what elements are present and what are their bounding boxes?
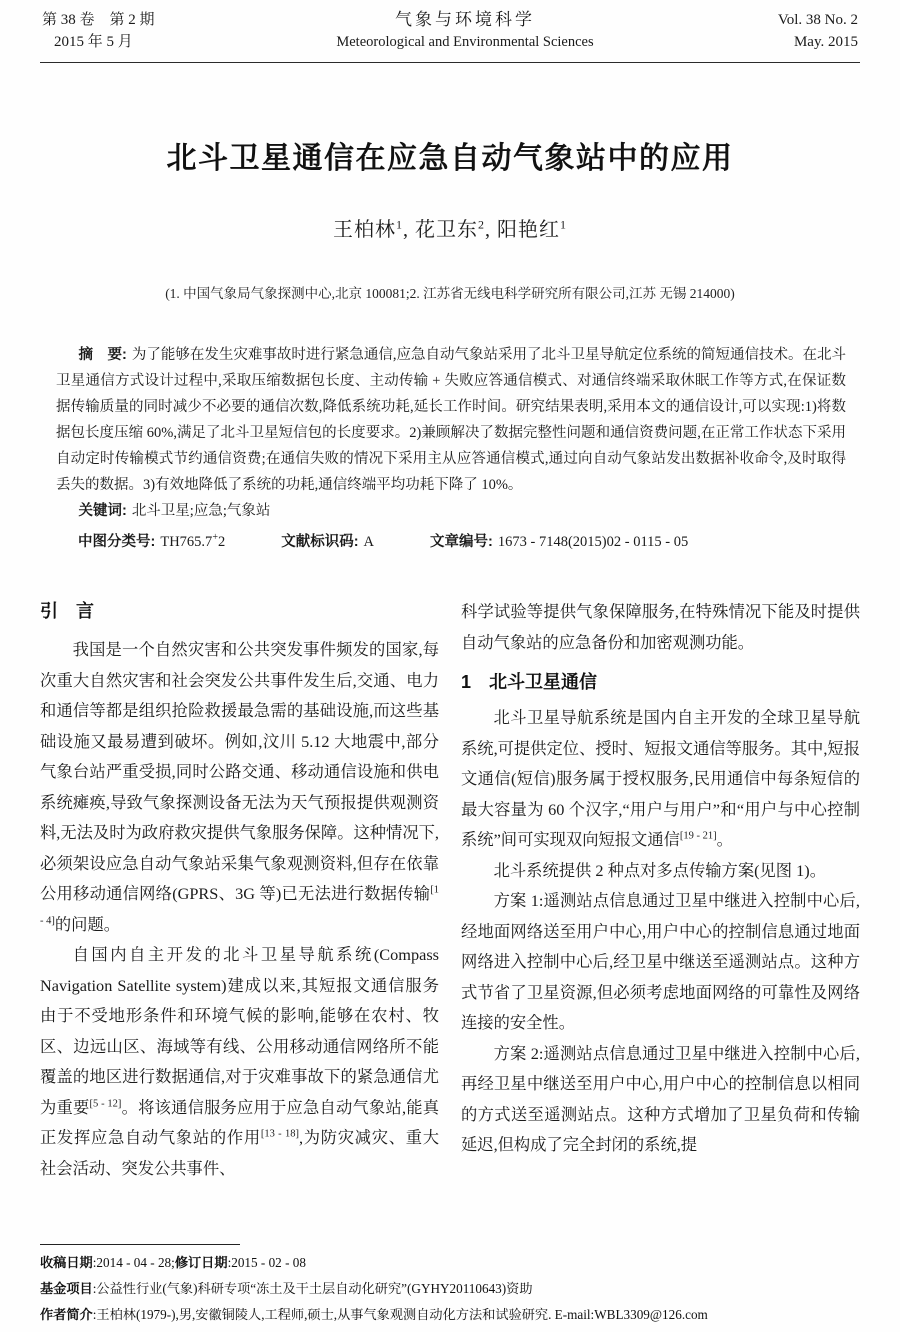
footer-note: 收稿日期:2014 - 04 - 28;修订日期:2015 - 02 - 08 (40, 1255, 306, 1270)
abstract-text: 为了能够在发生灾难事故时进行紧急通信,应急自动气象站采用了北斗卫星导航定位系统的简短通信技术。在北斗卫星通信方式设计过程中,采取压缩数据包长度、主动传输 + 失败应答通信模式、对通信终端采取休眠工作等方式,在保证数据传输质量的同时减少不必要的通信次数,降低系统功耗,延长工作时间。研究结果表明,采用本文的通信设计,可以实现:1)将数据包长度压缩 60%,满足了北斗卫星短信包的长度要求。2)兼顾解决了数据完整性问题和通信资费问题,在正常工作状态下采用自动定时传输模式节约通信资费;在通信失败的情况下采用主从应答通信模式,通过向自动气象站发出数据补收命令,及时取得丢失的数据。3)有效地降低了系统的功耗,通信终端平均功耗下降了 10%。 (56, 347, 846, 493)
body-paragraph: 我国是一个自然灾害和公共突发事件频发的国家,每次重大自然灾害和社会突发公共事件发生后,交通、电力和通信等都是组织抢险救援最急需的基础设施,而这些基础设施又最易遭到破坏。例如,汶川 5.12 大地震中,部分气象台站严重受损,同时公路交通、移动通信设施和供电系统瘫痪,导致气象探测设备无法为天气预报提供观测资料,无法及时为政府救灾提供气象服务保障。这种情况下,必须架设应急自动气象站采集气象观测资料,但存在依靠公用移动通信网络(GPRS、3G 等)已无法进行数据传输[1 - 4]的问题。 (40, 640, 439, 934)
author-name: 王柏林$^1$ (333, 217, 403, 241)
body-column-right (461, 597, 860, 1184)
article-title: 北斗卫星通信在应急自动气象站中的应用 (166, 142, 734, 175)
journal-header (40, 0, 860, 63)
author-name: 阳艳红$^1$ (497, 217, 567, 241)
footer-rows (40, 1250, 860, 1328)
article-no-label: 文章编号: (430, 534, 493, 550)
publish-date-cn: 2015 年 5 月 (54, 34, 133, 50)
keywords-label: 关键词: (78, 503, 127, 519)
journal-title-block (192, 9, 738, 53)
authors-line: 王柏林$^1$, 花卫东$^2$, 阳艳红$^1$ (333, 217, 567, 241)
citation-ref: [13 - 18] (260, 1128, 299, 1140)
body-columns (40, 597, 860, 1184)
article-no-group (430, 529, 688, 555)
clc-tail: 2 (217, 534, 226, 550)
journal-title-en: Meteorological and Environmental Sciences (336, 34, 594, 50)
body-paragraph: 北斗系统提供 2 种点对多点传输方案(见图 1)。 (493, 860, 826, 880)
footer-notes (40, 1244, 860, 1328)
clc-superscript: + (212, 532, 218, 544)
affiliation-line: (1. 中国气象局气象探测中心,北京 100081;2. 江苏省无线电科学研究所有限公司,江苏 无锡 214000) (165, 286, 735, 301)
abstract-label: 摘 要: (78, 347, 127, 363)
body-paragraph: 方案 1:遥测站点信息通过卫星中继进入控制中心后,经地面网络送至用户中心,用户中心的控制信息通过地面网络进入控制中心后,经卫星中继送至遥测站点。这种方式节省了卫星资源,但必须考虑地面网络的可靠性及网络连接的安全性。 (461, 891, 860, 1032)
footer-label: 收稿日期 (40, 1255, 93, 1270)
keywords-text: 北斗卫星;应急;气象站 (131, 503, 271, 519)
body-paragraph: 自国内自主开发的北斗卫星导航系统(Compass Navigation Satellite system)建成以来,其短报文通信服务由于不受地形条件和环境气候的影响,能够在农村、牧区、边远山区、海域等有线、公用移动通信网络所不能覆盖的地区进行数据通信,对于灾难事故下的紧急通信尤为重要[5 - 12]。将该通信服务应用于应急自动气象站,能真正发挥应急自动气象站的作用[13 - 18],为防灾减灾、重大社会活动、突发公共事件、 (40, 945, 439, 1178)
article-no-value: 1673 - 7148(2015)02 - 0115 - 05 (497, 534, 689, 550)
keywords-line (56, 498, 846, 524)
header-issue-info (42, 9, 192, 53)
footer-note: 基金项目:公益性行业(气象)科研专项“冻土及干土层自动化研究”(GYHY20110643)资助 (40, 1281, 533, 1296)
doc-code-group (281, 529, 374, 555)
clc-group (78, 529, 225, 555)
classification-row (56, 529, 846, 555)
section-heading: 1 北斗卫星通信 (461, 672, 598, 692)
citation-ref: [1 - 4] (40, 884, 439, 927)
author-affiliation-sup: 1 (560, 217, 567, 232)
body-column-left (40, 597, 439, 1184)
clc-label: 中图分类号: (78, 534, 156, 550)
citation-ref: [5 - 12] (89, 1098, 122, 1110)
author-affiliation-sup: 2 (478, 217, 485, 232)
publish-date-en: May. 2015 (793, 34, 858, 50)
footer-label: 作者简介 (40, 1307, 93, 1322)
author-affiliation-sup: 1 (396, 217, 403, 232)
citation-ref: [19 - 21] (679, 830, 717, 842)
body-paragraph: 方案 2:遥测站点信息通过卫星中继进入控制中心后,再经卫星中继送至用户中心,用户中心的控制信息以相同的方式送至遥测站点。这种方式增加了卫星负荷和传输延迟,但构成了完全封闭的系统,提 (461, 1043, 860, 1154)
journal-title-cn: 气象与环境科学 (395, 10, 535, 29)
footer-note: 作者简介:王柏林(1979-),男,安徽铜陵人,工程师,硕士,从事气象观测自动化方法和试验研究. E-mail:WBL3309@126.com (40, 1307, 708, 1322)
abstract-block (56, 342, 846, 524)
abstract-paragraph (56, 342, 846, 498)
doc-code-label: 文献标识码: (281, 534, 359, 550)
volume-issue-en: Vol. 38 No. 2 (777, 12, 858, 28)
doc-code-value: A (363, 534, 375, 550)
clc-value: TH765.7 (160, 534, 213, 550)
body-paragraph: 科学试验等提供气象保障服务,在特殊情况下能及时提供自动气象站的应急备份和加密观测功能。 (461, 602, 860, 652)
footer-label: 基金项目 (40, 1281, 93, 1296)
footnote-separator (40, 1244, 240, 1245)
footer-label: 修订日期 (174, 1255, 228, 1270)
author-name: 花卫东$^2$ (415, 217, 485, 241)
section-heading: 引 言 (40, 601, 94, 621)
body-paragraph: 北斗卫星导航系统是国内自主开发的全球卫星导航系统,可提供定位、授时、短报文通信等服务。其中,短报文通信(短信)服务属于授权服务,民用通信中每条短信的最大容量为 60 个汉字,“用户与用户”和“用户与中心控制系统”间可实现双向短报文通信[19 - 21]。 (461, 708, 860, 849)
volume-issue-cn: 第 38 卷 第 2 期 (42, 12, 155, 28)
header-volume-info (738, 9, 858, 53)
